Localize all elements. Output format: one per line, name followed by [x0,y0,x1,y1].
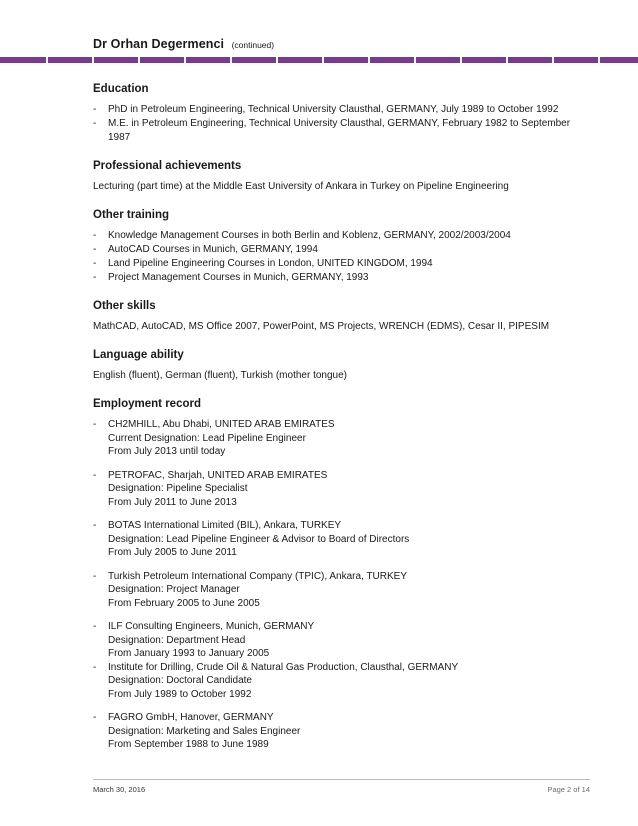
training-list [93,229,593,285]
section-title-language: Language ability [93,349,184,361]
list-item: - AutoCAD Courses in Munich, GERMANY, 1994 [93,244,318,255]
achievements-text: Lecturing (part time) at the Middle East University of Ankara in Turkey on Pipeline Engineering [93,181,509,192]
employment-entry: - FAGRO GmbH, Hanover, GERMANY Designation: Marketing and Sales Engineer From September 1988 to June 1989 [93,712,301,750]
section-title-achievements: Professional achievements [93,160,242,172]
footer-date: March 30, 2016 [93,785,146,794]
list-item: - M.E. in Petroleum Engineering, Technical University Clausthal, GERMANY, February 1982 to September 1987 [93,118,571,143]
employment-entry: - CH2MHILL, Abu Dhabi, UNITED ARAB EMIRATES Current Designation: Lead Pipeline Engineer From July 2013 until today [93,419,335,457]
employment-entry: - PETROFAC, Sharjah, UNITED ARAB EMIRATES Designation: Pipeline Specialist From July 2011 to June 2013 [93,469,328,508]
list-item: - Knowledge Management Courses in both Berlin and Koblenz, GERMANY, 2002/2003/2004 [93,230,511,241]
skills-text: MathCAD, AutoCAD, MS Office 2007, PowerPoint, MS Projects, WRENCH (EDMS), Cesar II, PIPESIM [93,321,550,332]
resume-content [93,82,593,762]
employment-list [93,418,593,752]
section-title-employment: Employment record [93,398,201,410]
page-header [93,35,274,53]
section-title-education: Education [93,83,149,95]
page-number: Page 2 of 14 [547,785,590,794]
list-item: - Land Pipeline Engineering Courses in London, UNITED KINGDOM, 1994 [93,258,433,269]
section-title-skills: Other skills [93,300,156,312]
list-item: - Project Management Courses in Munich, GERMANY, 1993 [93,272,369,283]
employment-entry: - ILF Consulting Engineers, Munich, GERMANY Designation: Department Head From January 1993 to January 2005 [93,621,315,659]
education-list [93,103,593,145]
employment-entry: - Institute for Drilling, Crude Oil & Natural Gas Production, Clausthal, GERMANY Designation: Doctoral Candidate From July 1989 to October 1992 [93,661,459,700]
header-divider [0,57,638,63]
employment-entry: - Turkish Petroleum International Company (TPIC), Ankara, TURKEY Designation: Project Manager From February 2005 to June 2005 [93,570,408,609]
employment-entry: - BOTAS International Limited (BIL), Ankara, TURKEY Designation: Lead Pipeline Engineer & Advisor to Board of Directors From July 2005 to June 2011 [93,520,410,558]
continued-label: (continued) [231,40,275,50]
section-title-training: Other training [93,209,170,221]
list-item: - PhD in Petroleum Engineering, Technical University Clausthal, GERMANY, July 1989 to October 1992 [93,104,559,115]
footer-divider [93,779,590,780]
author-name: Dr Orhan Degermenci [93,37,225,51]
language-text: English (fluent), German (fluent), Turkish (mother tongue) [93,370,347,381]
